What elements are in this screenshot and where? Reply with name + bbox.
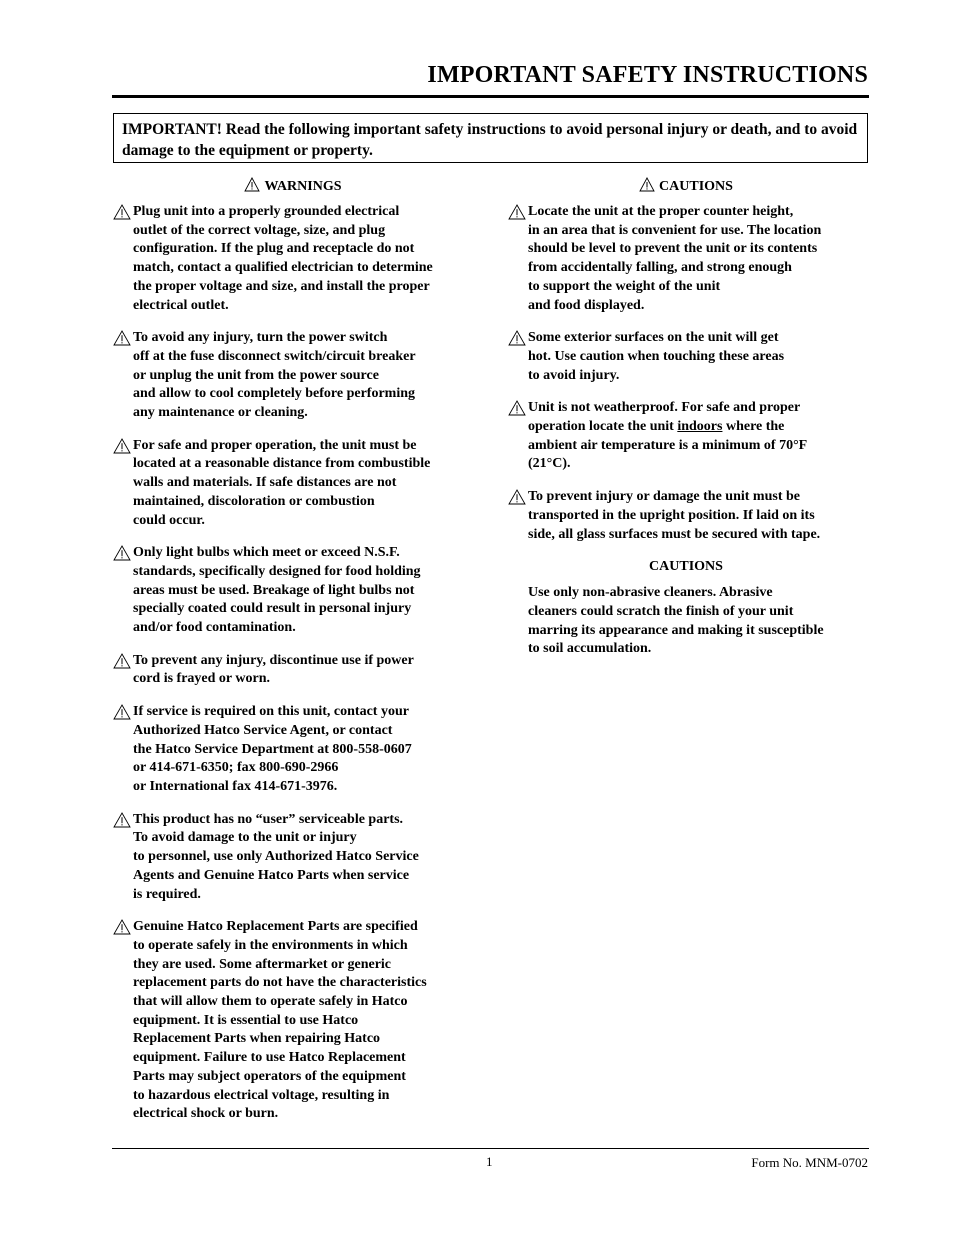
warning-item — [113, 544, 473, 638]
warnings-heading — [113, 177, 473, 195]
footer-divider — [112, 1148, 869, 1149]
underlined-indoors: indoors — [677, 419, 723, 435]
caution-text-part: Unit is not weatherproof. For safe and proper operation locate the unit — [528, 400, 801, 435]
warning-triangle-icon — [113, 330, 131, 346]
warning-item — [113, 918, 473, 1124]
warning-triangle-icon — [113, 919, 131, 935]
warning-item-text: To avoid any injury, turn the power switch off at the fuse disconnect switch/circuit breaker or unplug the unit from the power source and allow to cool completely before performing any maintenance or cleaning. — [133, 330, 416, 421]
warning-item-text: For safe and proper operation, the unit must be located at a reasonable distance from combustible walls and materials. If safe distances are not maintained, discoloration or combustion could occur. — [133, 437, 431, 528]
warning-item — [113, 203, 473, 315]
cleaning-caution-text: Use only non-abrasive cleaners. Abrasive cleaners could scratch the finish of your unit marring its appearance and making it susceptible to soil accumulation. — [528, 585, 824, 657]
warning-item — [113, 811, 473, 905]
warning-icon-wrap — [113, 703, 133, 797]
cautions-list — [508, 203, 864, 544]
warning-item-text: This product has no “user” serviceable parts. To avoid damage to the unit or injury to personnel, use only Authorized Hatco Service Agents and Genuine Hatco Parts when service is required. — [133, 811, 419, 902]
warning-item — [113, 437, 473, 531]
warning-icon-wrap — [113, 437, 133, 531]
warnings-column — [113, 177, 473, 1138]
warning-icon-wrap — [113, 544, 133, 638]
warning-item — [113, 652, 473, 689]
important-notice-box: IMPORTANT! Read the following important safety instructions to avoid personal injury or death, and to avoid damage to the equipment or property. — [113, 113, 868, 163]
caution-item-text — [528, 399, 864, 474]
cautions-column — [508, 177, 864, 659]
cautions-heading-label: CAUTIONS — [659, 179, 733, 194]
warning-triangle-icon — [244, 177, 260, 192]
warning-triangle-icon — [508, 330, 526, 346]
warning-item-text: Genuine Hatco Replacement Parts are specified to operate safely in the environments in which they are used. Some aftermarket or generic replacement parts do not have the characteristics that will allow them to operate safely in Hatco equipment. It is essential to use Hatco Replacement Parts when repairing Hatco equipment. Failure to use Hatco Replacement Parts may subject operators of the equipment to hazardous electrical voltage, resulting in electrical shock or burn. — [133, 919, 427, 1122]
warning-item-text: Plug unit into a properly grounded electrical outlet of the correct voltage, size, and plug configuration. If the plug and receptacle do not match, contact a qualified electrician to determine the proper voltage and size, and install the proper electrical outlet. — [133, 204, 433, 313]
warnings-heading-label: WARNINGS — [264, 179, 342, 194]
caution-item-text: To prevent injury or damage the unit must be transported in the upright position. If laid on its side, all glass surfaces must be secured with tape. — [528, 489, 821, 542]
warning-triangle-icon — [508, 400, 526, 416]
warnings-list — [113, 203, 473, 1124]
page-number: 1 — [486, 1154, 493, 1169]
caution-item-text: Some exterior surfaces on the unit will get hot. Use caution when touching these areas to avoid injury. — [528, 330, 785, 383]
warning-triangle-icon — [508, 489, 526, 505]
caution-item — [508, 329, 864, 385]
caution-item-text: Locate the unit at the proper counter height, in an area that is convenient for use. The location should be level to prevent the unit or its contents from accidentally falling, and strong enough to support the weight of the unit and food displayed. — [528, 204, 822, 313]
warning-triangle-icon — [113, 704, 131, 720]
warning-icon-wrap — [508, 203, 528, 315]
warning-triangle-icon — [113, 812, 131, 828]
warning-icon-wrap — [113, 203, 133, 315]
warning-item — [113, 703, 473, 797]
cautions-secondary-heading: CAUTIONS — [649, 559, 723, 575]
cautions-heading — [508, 177, 864, 195]
warning-icon-wrap — [508, 329, 528, 385]
page-title: IMPORTANT SAFETY INSTRUCTIONS — [427, 62, 868, 88]
warning-item-text: To prevent any injury, discontinue use if power cord is frayed or worn. — [133, 652, 414, 687]
warning-item-text: Only light bulbs which meet or exceed N.S.F. standards, specifically designed for food holding areas must be used. Breakage of light bulbs not specially coated could result in personal injury and/or food contamination. — [133, 545, 421, 636]
title-divider — [112, 95, 869, 98]
warning-icon-wrap — [113, 329, 133, 423]
warning-triangle-icon — [113, 438, 131, 454]
warning-icon-wrap — [508, 488, 528, 544]
warning-triangle-icon — [508, 204, 526, 220]
form-number: Form No. MNM-0702 — [751, 1155, 868, 1170]
caution-text-part: where the ambient air temperature is a minimum of 70°F (21°C). — [528, 419, 808, 472]
warning-triangle-icon — [113, 653, 131, 669]
warning-icon-wrap — [508, 399, 528, 474]
warning-triangle-icon — [113, 545, 131, 561]
warning-triangle-icon — [639, 177, 655, 192]
caution-item — [508, 399, 864, 474]
caution-item — [508, 203, 864, 315]
caution-item — [508, 488, 864, 544]
warning-icon-wrap — [113, 652, 133, 689]
warning-item — [113, 329, 473, 423]
warning-icon-wrap — [113, 918, 133, 1124]
warning-icon-wrap — [113, 811, 133, 905]
warning-item-text: If service is required on this unit, contact your Authorized Hatco Service Agent, or contact the Hatco Service Department at 800-558-0607 or 414-671-6350; fax 800-690-2966 or International fax 414-671-3976. — [133, 704, 412, 794]
warning-triangle-icon — [113, 204, 131, 220]
